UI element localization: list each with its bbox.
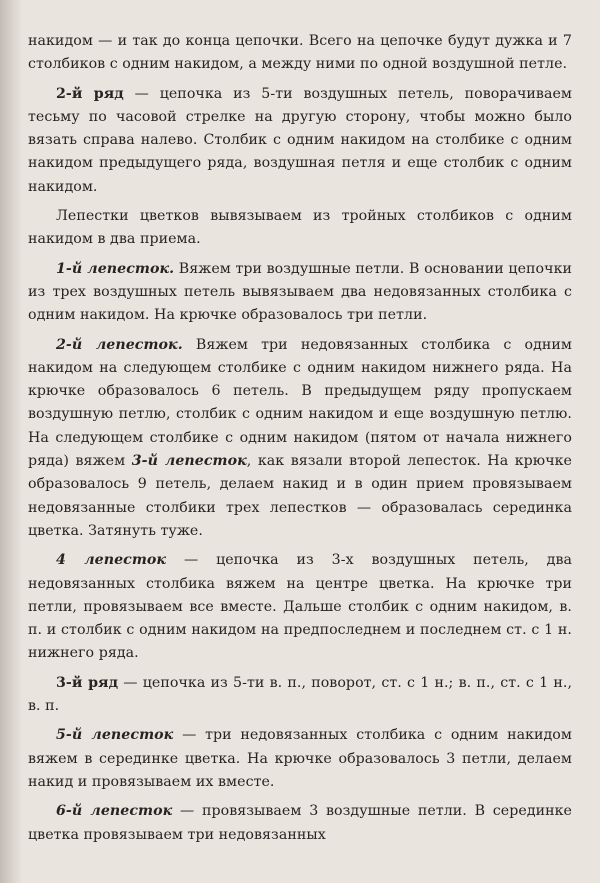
paragraph-petal-2	[28, 334, 572, 544]
paragraph-text: — провязываем 3 воздушные петли. В серединке цветка провязываем три недовязанных	[28, 803, 572, 843]
paragraph-petals-intro	[28, 205, 572, 252]
paragraph-heading: 6-й лепесток	[56, 803, 173, 820]
paragraph-row-3	[28, 672, 572, 719]
paragraph-heading: 2-й ряд	[56, 85, 124, 102]
paragraph-heading: 4 лепесток	[56, 552, 167, 569]
paragraph-text: Вяжем три недовязанных столбика с одним накидом на следующем столбике с одним накидом нижнего ряда. На крючке образовалось 6 петель. В предыдущем ряду пропускаем воздушную петлю, столбик с одним накидом и еще воздушную петлю. На следующем столбике с одним накидом (пятом от начала нижнего ряда) вяжем	[28, 336, 572, 470]
paragraph-text: накидом — и так до конца цепочки. Всего на цепочке будут дужка и 7 столбиков с одним накидом, а между ними по одной воздушной петле.	[28, 33, 572, 73]
paragraph-text: — цепочка из 5-ти воздушных петель, поворачиваем тесьму по часовой стрелке на другую сторону, чтобы можно было вязать справа налево. Столбик с одним накидом на столбике с одним накидом предыдущего ряда, воздушная петля и еще столбик с одним накидом.	[28, 85, 572, 195]
paragraph-petal-6	[28, 800, 572, 847]
paragraph-continuation	[28, 30, 572, 77]
paragraph-row-2	[28, 83, 572, 199]
paragraph-text: — цепочка из 3-х воздушных петель, два недовязанных столбика вяжем на центре цветка. На крючке три петли, провязываем все вместе. Дальше столбик с одним накидом, в. п. и столбик с одним накидом на предпоследнем и последнем ст. с 1 н. нижнего ряда.	[28, 552, 572, 662]
paragraph-heading: 5-й лепесток	[56, 727, 174, 744]
paragraph-petal-4	[28, 549, 572, 665]
paragraph-text: — цепочка из 5-ти в. п., поворот, ст. с 1 н.; в. п., ст. с 1 н., в. п.	[28, 674, 573, 715]
inline-heading-petal-3: 3-й лепесток	[131, 453, 247, 470]
paragraph-petal-5	[28, 724, 572, 794]
paragraph-heading: 1-й лепесток.	[56, 260, 175, 277]
paragraph-heading: 3-й ряд	[56, 674, 119, 691]
paragraph-text: Вяжем три воздушные петли. В основании цепочки из трех воздушных петель вывязываем два недовязанных столбика с одним накидом. На крючке образовалось три петли.	[28, 260, 572, 324]
paragraph-text: Лепестки цветков вывязываем из тройных столбиков с одним накидом в два приема.	[28, 208, 572, 248]
paragraph-text: — три недовязанных столбика с одним накидом вяжем в серединке цветка. На крючке образовалось 3 петли, делаем накид и провязываем их вместе.	[28, 727, 572, 790]
paragraph-text-tail: , как вязали второй лепесток. На крючке образовалось 9 петель, делаем накид и в один прием провязываем недовязанные столбики трех лепестков — образовалась серединка цветка. Затянуть туже.	[28, 453, 572, 539]
paragraph-heading: 2-й лепесток.	[56, 336, 183, 353]
paragraph-petal-1	[28, 258, 572, 328]
page-edge-shadow	[0, 0, 22, 883]
